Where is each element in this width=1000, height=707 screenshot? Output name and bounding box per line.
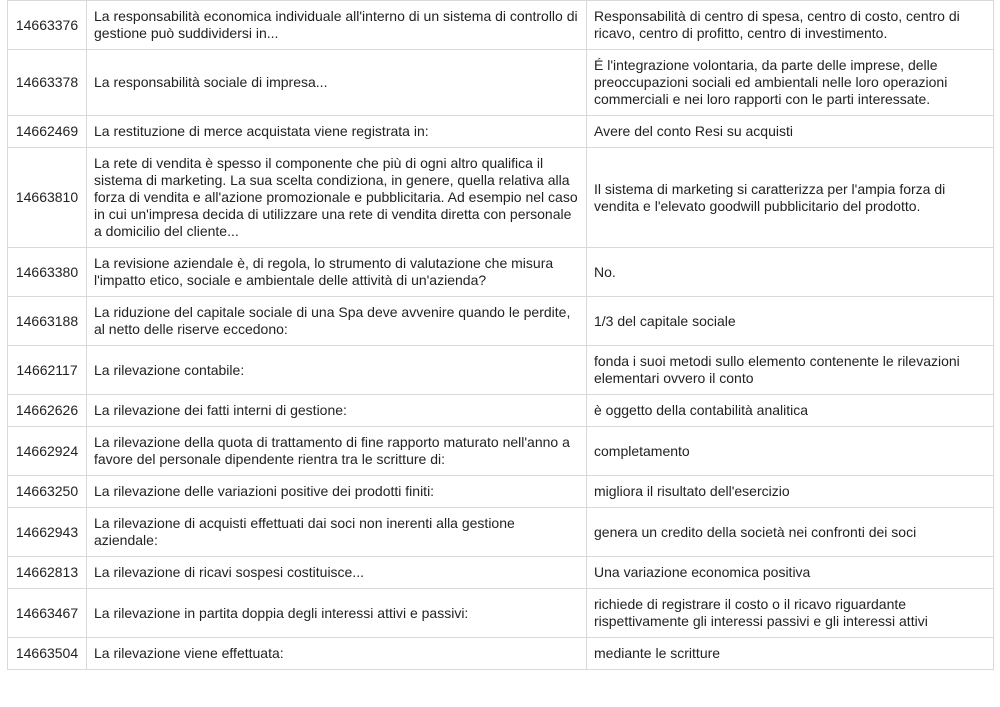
row-answer: completamento — [587, 427, 994, 476]
row-id: 14662813 — [8, 557, 87, 589]
row-id: 14662626 — [8, 395, 87, 427]
row-id: 14663378 — [8, 50, 87, 116]
row-answer: richiede di registrare il costo o il ricavo riguardante rispettivamente gli interessi passivi e gli interessi attivi — [587, 589, 994, 638]
row-answer: migliora il risultato dell'esercizio — [587, 476, 994, 508]
row-answer: fonda i suoi metodi sullo elemento contenente le rilevazioni elementari ovvero il conto — [587, 346, 994, 395]
row-question: La riduzione del capitale sociale di una Spa deve avvenire quando le perdite, al netto delle riserve eccedono: — [87, 297, 587, 346]
table-row — [8, 346, 994, 395]
row-question: La rilevazione di acquisti effettuati dai soci non inerenti alla gestione aziendale: — [87, 508, 587, 557]
row-question: La revisione aziendale è, di regola, lo strumento di valutazione che misura l'impatto etico, sociale e ambientale delle attività di un'azienda? — [87, 248, 587, 297]
row-answer: No. — [587, 248, 994, 297]
row-answer: Avere del conto Resi su acquisti — [587, 116, 994, 148]
table-row — [8, 589, 994, 638]
row-id: 14663810 — [8, 148, 87, 248]
table-row — [8, 50, 994, 116]
row-id: 14662469 — [8, 116, 87, 148]
row-id: 14663467 — [8, 589, 87, 638]
table-row — [8, 148, 994, 248]
row-id: 14663250 — [8, 476, 87, 508]
row-id: 14663504 — [8, 638, 87, 670]
qa-table — [7, 0, 994, 670]
table-row — [8, 508, 994, 557]
row-question: La rilevazione contabile: — [87, 346, 587, 395]
row-answer: É l'integrazione volontaria, da parte delle imprese, delle preoccupazioni sociali ed ambientali nelle loro operazioni commerciali e nei loro rapporti con le parti interessate. — [587, 50, 994, 116]
row-answer: è oggetto della contabilità analitica — [587, 395, 994, 427]
row-question: La rilevazione delle variazioni positive dei prodotti finiti: — [87, 476, 587, 508]
row-answer: Responsabilità di centro di spesa, centro di costo, centro di ricavo, centro di profitto, centro di investimento. — [587, 1, 994, 50]
row-question: La responsabilità sociale di impresa... — [87, 50, 587, 116]
row-question: La responsabilità economica individuale all'interno di un sistema di controllo di gestione può suddividersi in... — [87, 1, 587, 50]
row-answer: 1/3 del capitale sociale — [587, 297, 994, 346]
row-id: 14662117 — [8, 346, 87, 395]
row-question: La rilevazione della quota di trattamento di fine rapporto maturato nell'anno a favore del personale dipendente rientra tra le scritture di: — [87, 427, 587, 476]
row-answer: Il sistema di marketing si caratterizza per l'ampia forza di vendita e l'elevato goodwill pubblicitario del prodotto. — [587, 148, 994, 248]
row-question: La rete di vendita è spesso il componente che più di ogni altro qualifica il sistema di marketing. La sua scelta condiziona, in genere, quella relativa alla forza di vendita e all'azione promozionale e pubblicitaria. Ad esempio nel caso in cui un'impresa decida di utilizzare una rete di vendita diretta con personale a domicilio del cliente... — [87, 148, 587, 248]
table-row — [8, 557, 994, 589]
table-row — [8, 638, 994, 670]
table-row — [8, 1, 994, 50]
row-answer: Una variazione economica positiva — [587, 557, 994, 589]
table-row — [8, 248, 994, 297]
row-question: La rilevazione di ricavi sospesi costituisce... — [87, 557, 587, 589]
row-id: 14663188 — [8, 297, 87, 346]
row-id: 14663380 — [8, 248, 87, 297]
row-answer: genera un credito della società nei confronti dei soci — [587, 508, 994, 557]
row-question: La rilevazione viene effettuata: — [87, 638, 587, 670]
row-question: La rilevazione dei fatti interni di gestione: — [87, 395, 587, 427]
table-row — [8, 427, 994, 476]
table-row — [8, 116, 994, 148]
row-id: 14662924 — [8, 427, 87, 476]
table-row — [8, 395, 994, 427]
row-id: 14662943 — [8, 508, 87, 557]
row-answer: mediante le scritture — [587, 638, 994, 670]
row-id: 14663376 — [8, 1, 87, 50]
table-row — [8, 297, 994, 346]
row-question: La rilevazione in partita doppia degli interessi attivi e passivi: — [87, 589, 587, 638]
row-question: La restituzione di merce acquistata viene registrata in: — [87, 116, 587, 148]
table-row — [8, 476, 994, 508]
